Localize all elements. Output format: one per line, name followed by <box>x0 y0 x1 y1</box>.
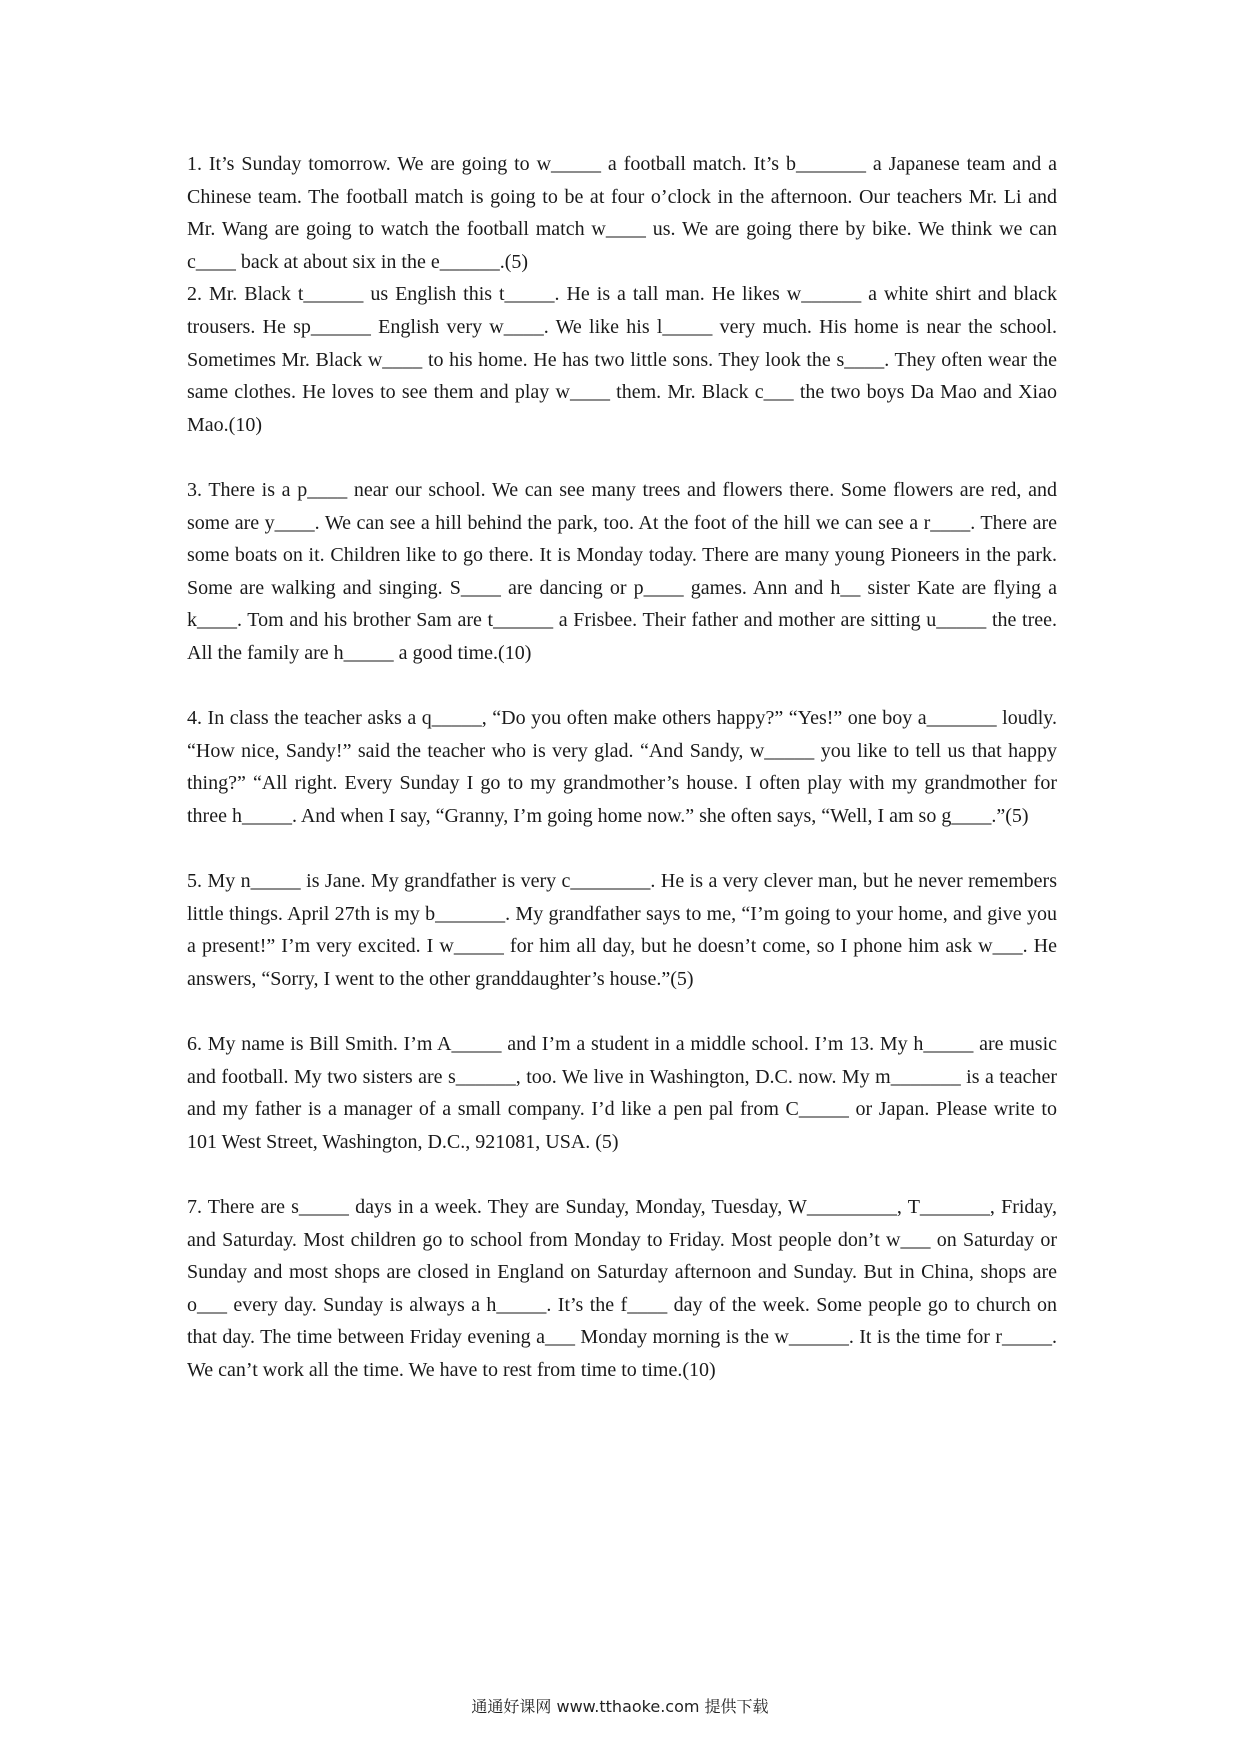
worksheet-body <box>187 148 1057 1387</box>
passage-7: 7. There are s_____ days in a week. They are Sunday, Monday, Tuesday, W_________, T_______, Friday, and Saturday. Most children go to school from Monday to Friday. Most people don’t w___ on Saturday or Sunday and most shops are closed in England on Saturday afternoon and Sunday. But in China, shops are o___ every day. Sunday is always a h_____. It’s the f____ day of the week. Some people go to church on that day. The time between Friday evening a___ Monday morning is the w______. It is the time for r_____. We can’t work all the time. We have to rest from time to time.(10) <box>187 1196 1057 1381</box>
passage-2: 2. Mr. Black t______ us English this t_____. He is a tall man. He likes w______ a white shirt and black trousers. He sp______ English very w____. We like his l_____ very much. His home is near the school. Sometimes Mr. Black w____ to his home. He has two little sons. They look the s____. They often wear the same clothes. He loves to see them and play w____ them. Mr. Black c___ the two boys Da Mao and Xiao Mao.(10) <box>187 283 1057 436</box>
page-footer: 通通好课网 www.tthaoke.com 提供下载 <box>471 1697 769 1716</box>
passage-5: 5. My n_____ is Jane. My grandfather is very c________. He is a very clever man, but he never remembers little things. April 27th is my b_______. My grandfather says to me, “I’m going to your home, and give you a present!” I’m very excited. I w_____ for him all day, but he doesn’t come, so I phone him ask w___. He answers, “Sorry, I went to the other granddaughter’s house.”(5) <box>187 870 1057 990</box>
passage-3: 3. There is a p____ near our school. We can see many trees and flowers there. Some flowers are red, and some are y____. We can see a hill behind the park, too. At the foot of the hill we can see a r____. There are some boats on it. Children like to go there. It is Monday today. There are many young Pioneers in the park. Some are walking and singing. S____ are dancing or p____ games. Ann and h__ sister Kate are flying a k____. Tom and his brother Sam are t______ a Frisbee. Their father and mother are sitting u_____ the tree. All the family are h_____ a good time.(10) <box>187 478 1057 664</box>
passage-6: 6. My name is Bill Smith. I’m A_____ and I’m a student in a middle school. I’m 13. My h_____ are music and football. My two sisters are s______, too. We live in Washington, D.C. now. My m_______ is a teacher and my father is a manager of a small company. I’d like a pen pal from C_____ or Japan. Please write to 101 West Street, Washington, D.C., 921081, USA. (5) <box>187 1033 1057 1153</box>
passage-1: 1. It’s Sunday tomorrow. We are going to w_____ a football match. It’s b_______ a Japanese team and a Chinese team. The football match is going to be at four o’clock in the afternoon. Our teachers Mr. Li and Mr. Wang are going to watch the football match w____ us. We are going there by bike. We think we can c____ back at about six in the e______.(5) <box>187 153 1057 273</box>
passage-4: 4. In class the teacher asks a q_____, “Do you often make others happy?” “Yes!” one boy a_______ loudly. “How nice, Sandy!” said the teacher who is very glad. “And Sandy, w_____ you like to tell us that happy thing?” “All right. Every Sunday I go to my grandmother’s house. I often play with my grandmother for three h_____. And when I say, “Granny, I’m going home now.” she often says, “Well, I am so g____.”(5) <box>187 707 1057 827</box>
